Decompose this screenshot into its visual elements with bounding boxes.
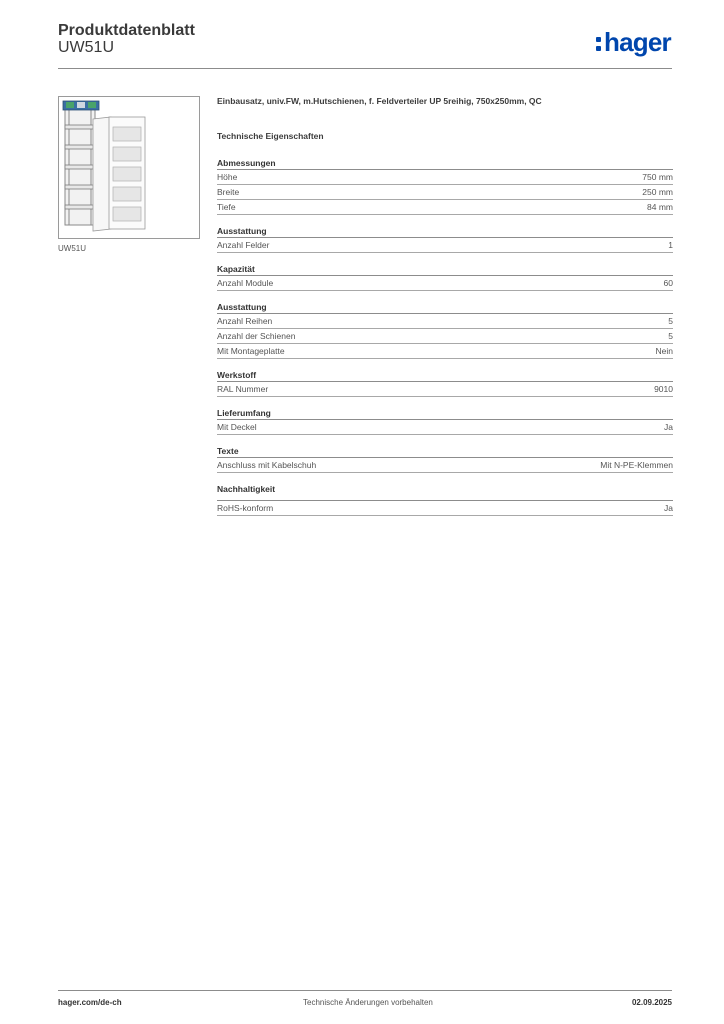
spec-value: Nein <box>655 346 673 356</box>
footer-divider <box>58 990 672 991</box>
spec-group-title: Ausstattung <box>217 301 673 314</box>
spec-row <box>217 458 673 473</box>
spec-group-title: Ausstattung <box>217 225 673 238</box>
spec-group-title: Lieferumfang <box>217 407 673 420</box>
footer-date: 02.09.2025 <box>631 998 672 1007</box>
product-description: Einbausatz, univ.FW, m.Hutschienen, f. Feldverteiler UP 5reihig, 750x250mm, QC <box>217 96 542 106</box>
spec-label: Anzahl der Schienen <box>217 331 296 341</box>
spec-value: 5 <box>668 331 673 341</box>
logo-colon-icon <box>595 32 603 52</box>
footer-website-link[interactable]: hager.com/de-ch <box>58 998 122 1007</box>
specs-heading: Technische Eigenschaften <box>217 131 324 141</box>
spec-label: Mit Montageplatte <box>217 346 285 356</box>
spec-value: 9010 <box>654 384 673 394</box>
spec-label: Höhe <box>217 172 238 182</box>
spec-value: 750 mm <box>642 172 673 182</box>
spec-label: Mit Deckel <box>217 422 257 432</box>
spec-row <box>217 344 673 359</box>
product-image <box>58 96 200 239</box>
page-title: Produktdatenblatt <box>58 22 195 39</box>
spec-group <box>217 263 673 291</box>
spec-row <box>217 382 673 397</box>
spec-value: Mit N-PE-Klemmen <box>600 460 673 470</box>
spec-label: Anzahl Module <box>217 278 274 288</box>
spec-row <box>217 314 673 329</box>
spec-value: 250 mm <box>642 187 673 197</box>
product-code: UW51U <box>58 39 115 56</box>
specs-table <box>217 157 673 526</box>
spec-group <box>217 301 673 359</box>
spec-row <box>217 185 673 200</box>
spec-label: Tiefe <box>217 202 236 212</box>
spec-group-title: Nachhaltigkeit <box>217 483 673 501</box>
spec-row <box>217 200 673 215</box>
spec-group-title: Kapazität <box>217 263 673 276</box>
header-divider <box>58 68 672 69</box>
spec-group <box>217 483 673 516</box>
spec-group <box>217 369 673 397</box>
spec-label: RAL Nummer <box>217 384 269 394</box>
hager-logo[interactable] <box>595 29 671 55</box>
spec-value: Ja <box>664 503 673 513</box>
spec-value: 5 <box>668 316 673 326</box>
spec-row <box>217 501 673 516</box>
spec-group <box>217 445 673 473</box>
spec-label: Anzahl Reihen <box>217 316 273 326</box>
spec-group-title: Werkstoff <box>217 369 673 382</box>
spec-label: Breite <box>217 187 240 197</box>
spec-label: Anzahl Felder <box>217 240 270 250</box>
spec-value: 84 mm <box>647 202 673 212</box>
spec-row <box>217 170 673 185</box>
spec-row <box>217 238 673 253</box>
spec-row <box>217 276 673 291</box>
logo-text: hager <box>604 27 671 57</box>
spec-value: 60 <box>663 278 673 288</box>
spec-group <box>217 157 673 215</box>
spec-group <box>217 407 673 435</box>
image-caption: UW51U <box>58 244 87 253</box>
spec-value: 1 <box>668 240 673 250</box>
mounting-kit-illustration <box>59 97 199 238</box>
spec-group-title: Abmessungen <box>217 157 673 170</box>
spec-label: RoHS-konform <box>217 503 274 513</box>
footer-notice: Technische Änderungen vorbehalten <box>303 998 433 1007</box>
spec-row <box>217 329 673 344</box>
spec-group <box>217 225 673 253</box>
spec-value: Ja <box>664 422 673 432</box>
spec-label: Anschluss mit Kabelschuh <box>217 460 317 470</box>
spec-group-title: Texte <box>217 445 673 458</box>
spec-row <box>217 420 673 435</box>
